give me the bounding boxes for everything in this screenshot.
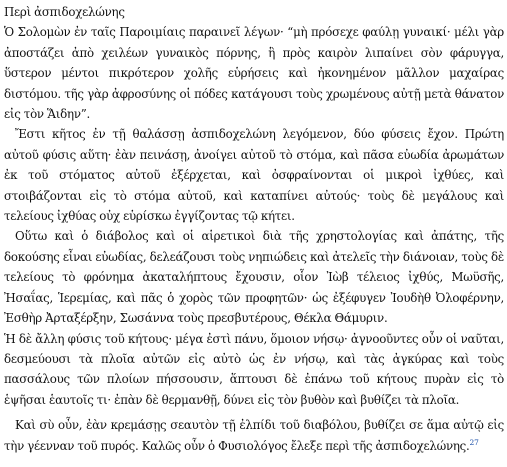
paragraph-first-nature: Ἔστι κῆτος ἐν τῇ θαλάσσῃ ἀσπιδοχελώνη λεγόμενον, δύο φύσεις ἔχον. Πρώτη αὐτοῦ φύσις αὕτη· ἐὰν πεινάσῃ, ἀνοίγει αὐτοῦ τὸ στόμα, καὶ πᾶσα εὐωδία ἀρωμάτων ἐκ τοῦ στόματος αὐτοῦ ἐξέρχεται, καὶ ὀσφραίνονται οἱ μικροὶ ἰχθύες, καὶ στοιβάζονται εἰς τὸ στόμα αὐτοῦ, καὶ καταπίνει αὐτούς· τοὺς δὲ μεγάλους καὶ τελείους ἰχθύας οὐχ εὑρίσκω ἐγγίζοντας τῷ κήτει.: [4, 127, 504, 224]
conclusion-text: Καὶ σὺ οὖν, ἐὰν κρεμάσῃς σεαυτὸν τῇ ἐλπίδι τοῦ διαβόλου, βυθίζει σε ἅμα αὐτῷ εἰς τὴν γέενναν τοῦ πυρός. Καλῶς οὖν ὁ Φυσιολόγος ἔλεξε περὶ τῆς ἀσπιδοχελώνης.: [4, 418, 504, 453]
document-page: [4, 2, 504, 456]
paragraph-solomon-quote: Ὁ Σολομὼν ἐν ταῖς Παροιμίαις παραινεῖ λέγων· “μὴ πρόσεχε φαύλῃ γυναικί· μέλι γὰρ ἀποστάζει ἀπὸ χειλέων γυναικὸς πόρνης, ἣ πρὸς καιρὸν λιπαίνει σὸν φάρυγγα, ὕστερον μέντοι πικρότερον χολῆς εὑρήσεις καὶ ἠκονημένον μᾶλλον μαχαίρας διστόμου. τῆς γὰρ ἀφροσύνης οἱ πόδες κατάγουσι τοὺς χρωμένους αὐτῇ μετὰ θάνατον εἰς τὸν Ἅιδην”.: [4, 25, 504, 122]
footnote-reference-link[interactable]: 27: [469, 437, 479, 447]
section-title: Περὶ ἀσπιδοχελώνης: [4, 5, 125, 19]
paragraph-devil-heretics: Οὕτω καὶ ὁ διάβολος καὶ οἱ αἱρετικοὶ διὰ τῆς χρηστολογίας καὶ ἀπάτης, τῆς δοκούσης εἶναι εὐωδίας, δελεάζουσι τοὺς νηπιώδεις καὶ ἀτελεῖς τὴν διάνοιαν, τοὺς δὲ τελείους τὸ φρόνημα ἀκαταλήπτους ἔχουσιν, οἷον Ἰὼβ τέλειος ἰχθύς, Μωϋσῆς, Ἠσαΐας, Ἱερεμίας, καὶ πᾶς ὁ χορὸς τῶν προφητῶν· ὡς ἐξέφυγεν Ἰουδὴθ Ὀλοφέρνην, Ἐσθὴρ Ἀρταξέρξην, Σωσάννα τοὺς πρεσβυτέρους, Θέκλα Θάμυριν.: [4, 229, 504, 326]
paragraph-second-nature: Ἡ δὲ ἄλλη φύσις τοῦ κήτους· μέγα ἐστὶ πάνυ, ὅμοιον νήσῳ· ἀγνοοῦντες οὖν οἱ ναῦται, δεσμεύουσι τὰ πλοῖα αὐτῶν εἰς αὐτὸ ὡς ἐν νήσῳ, καὶ τὰς ἀγκύρας καὶ τοὺς πασσάλους τῶν πλοίων πήσσουσιν, ἅπτουσι δὲ ἐπάνω τοῦ κήτους πυρὰν εἰς τὸ ἑψῆσαι ἑαυτοῖς τι· ἐπὰν δὲ θερμανθῇ, δύνει εἰς τὸν βυθὸν καὶ βυθίζει τὰ πλοῖα.: [4, 331, 504, 407]
paragraph-conclusion: [4, 415, 504, 456]
